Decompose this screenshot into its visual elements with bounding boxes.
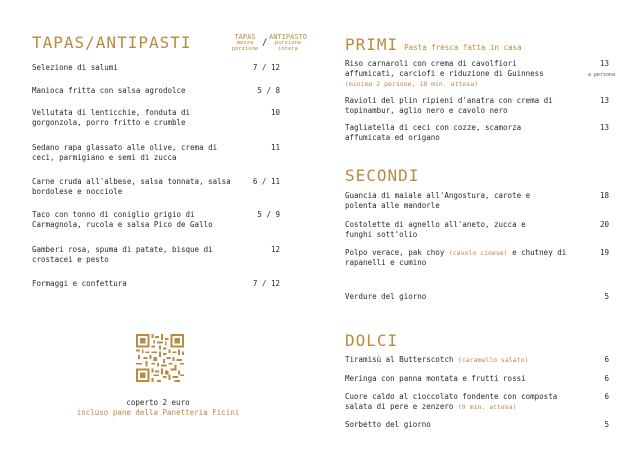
item-name-part: Tiramisù al Butterscotch bbox=[345, 355, 458, 364]
tapas-section bbox=[32, 30, 307, 330]
menu-item bbox=[345, 96, 609, 116]
menu-item bbox=[32, 279, 280, 289]
legend-slash: / bbox=[262, 38, 268, 48]
item-name bbox=[345, 392, 585, 412]
legend-antipasto-sub: porzione intera bbox=[274, 40, 302, 52]
menu-item bbox=[32, 63, 280, 73]
item-name: Sedano rapa glassato alle olive, crema di ceci, parmigiano e semi di zucca bbox=[32, 143, 218, 162]
item-price: 5 bbox=[604, 420, 609, 429]
item-name: Costolette di agnello all'aneto, zucca e funghi sott'olio bbox=[345, 220, 526, 239]
dolci-title: DOLCI bbox=[345, 331, 399, 350]
item-price: 13 bbox=[599, 59, 609, 68]
item-per-person: a persona bbox=[587, 72, 615, 78]
legend-tapas-sub: mezza porzione bbox=[231, 40, 259, 52]
menu-item bbox=[345, 123, 609, 143]
qr-code-icon[interactable] bbox=[136, 334, 184, 382]
item-name: Meringa con panna montata e frutti rossi bbox=[345, 374, 526, 383]
item-price: 6 bbox=[604, 374, 609, 383]
menu-item bbox=[32, 143, 280, 163]
menu-item bbox=[32, 210, 280, 230]
item-price: 10 bbox=[270, 108, 280, 117]
item-price: 12 bbox=[270, 245, 280, 254]
item-name: Taco con tonno di coniglio grigio di Carmagnola, rucola e salsa Pico de Gallo bbox=[32, 210, 213, 229]
item-note: (9 min. attesa) bbox=[457, 403, 517, 411]
item-note: (caramello salato) bbox=[457, 356, 529, 364]
item-name: Carne cruda all'albese, salsa tonnata, salsa bordolese e nocciole bbox=[32, 177, 231, 196]
menu-item bbox=[345, 191, 609, 211]
item-name: Formaggi e confettura bbox=[32, 279, 127, 288]
item-name: Guancia di maiale all'Angostura, carote e polenta alle mandorle bbox=[345, 191, 531, 210]
item-name bbox=[345, 355, 570, 365]
item-name: Manioca fritta con salsa agrodolce bbox=[32, 86, 186, 95]
item-note: (cavolo cinese) bbox=[448, 249, 508, 257]
menu-item bbox=[345, 292, 609, 302]
item-price: 20 bbox=[599, 220, 609, 229]
item-name: Gamberi rosa, spuma di patate, bisque di crostacei e pesto bbox=[32, 245, 213, 264]
item-price: 6 / 11 bbox=[252, 177, 280, 186]
primi-header bbox=[345, 35, 522, 54]
item-name-part: Cuore caldo al cioccolato fondente con composta salata di pere e zenzero bbox=[345, 392, 558, 411]
item-name: Selezione di salumi bbox=[32, 63, 118, 72]
menu-item bbox=[345, 420, 609, 430]
item-name: Riso carnaroli con crema di cavolfiori affumicati, carciofi e riduzione di Guinness bbox=[345, 59, 544, 78]
item-price: 13 bbox=[599, 96, 609, 105]
legend-tapas bbox=[228, 34, 262, 52]
item-name: Ravioli del plin ripieni d'anatra con crema di topinambur, aglio nero e cavolo nero bbox=[345, 96, 553, 115]
item-note: (minimo 2 persone, 18 min. attesa) bbox=[345, 80, 479, 88]
menu-item bbox=[345, 374, 609, 384]
item-name: Tagliatella di ceci con cozze, scamorza affumicata ed origano bbox=[345, 123, 522, 142]
item-name: Vellutata di lenticchie, fonduta di gorgonzola, porro fritto e crumble bbox=[32, 108, 191, 127]
menu-item bbox=[345, 220, 609, 240]
item-name: Verdure del giorno bbox=[345, 292, 427, 301]
item-name bbox=[345, 248, 570, 268]
menu-item bbox=[32, 108, 280, 128]
legend-tapas-label: TAPAS bbox=[234, 33, 256, 41]
tapas-title: TAPAS/ANTIPASTI bbox=[32, 33, 192, 52]
primi-subtitle: Pasta fresca fatta in casa bbox=[404, 43, 522, 52]
item-price: 5 / 8 bbox=[257, 86, 280, 95]
item-price: 13 bbox=[599, 123, 609, 132]
cover-price: coperto 2 euro bbox=[126, 398, 190, 407]
menu-item bbox=[345, 392, 609, 412]
item-price: 7 / 12 bbox=[252, 279, 280, 288]
item-price: 7 / 12 bbox=[252, 63, 280, 72]
item-name: Sorbetto del giorno bbox=[345, 420, 431, 429]
menu-item bbox=[345, 248, 609, 268]
menu-item bbox=[345, 59, 615, 89]
item-price: 5 bbox=[604, 292, 609, 301]
menu-item bbox=[32, 86, 280, 96]
legend-antipasto bbox=[268, 34, 308, 52]
legend-antipasto-label: ANTIPASTO bbox=[269, 33, 307, 41]
item-name-part: Polpo verace, pak choy bbox=[345, 248, 449, 257]
item-price: 6 bbox=[604, 392, 609, 401]
menu-item bbox=[32, 245, 280, 265]
cover-bread-note: incluso pane della Panetteria Ficini bbox=[76, 408, 240, 417]
item-name-part: e chutney di rapanelli e cumino bbox=[345, 248, 567, 267]
menu-item bbox=[32, 177, 280, 197]
secondi-title: SECONDI bbox=[345, 166, 420, 185]
item-price: 6 bbox=[604, 355, 609, 364]
right-column bbox=[345, 30, 613, 440]
item-price: 19 bbox=[599, 248, 609, 257]
cover-charge bbox=[60, 398, 256, 418]
item-price: 5 / 9 bbox=[257, 210, 280, 219]
item-price: 11 bbox=[270, 143, 280, 152]
item-price: 18 bbox=[599, 191, 609, 200]
primi-title: PRIMI bbox=[345, 35, 399, 54]
menu-item bbox=[345, 355, 609, 365]
